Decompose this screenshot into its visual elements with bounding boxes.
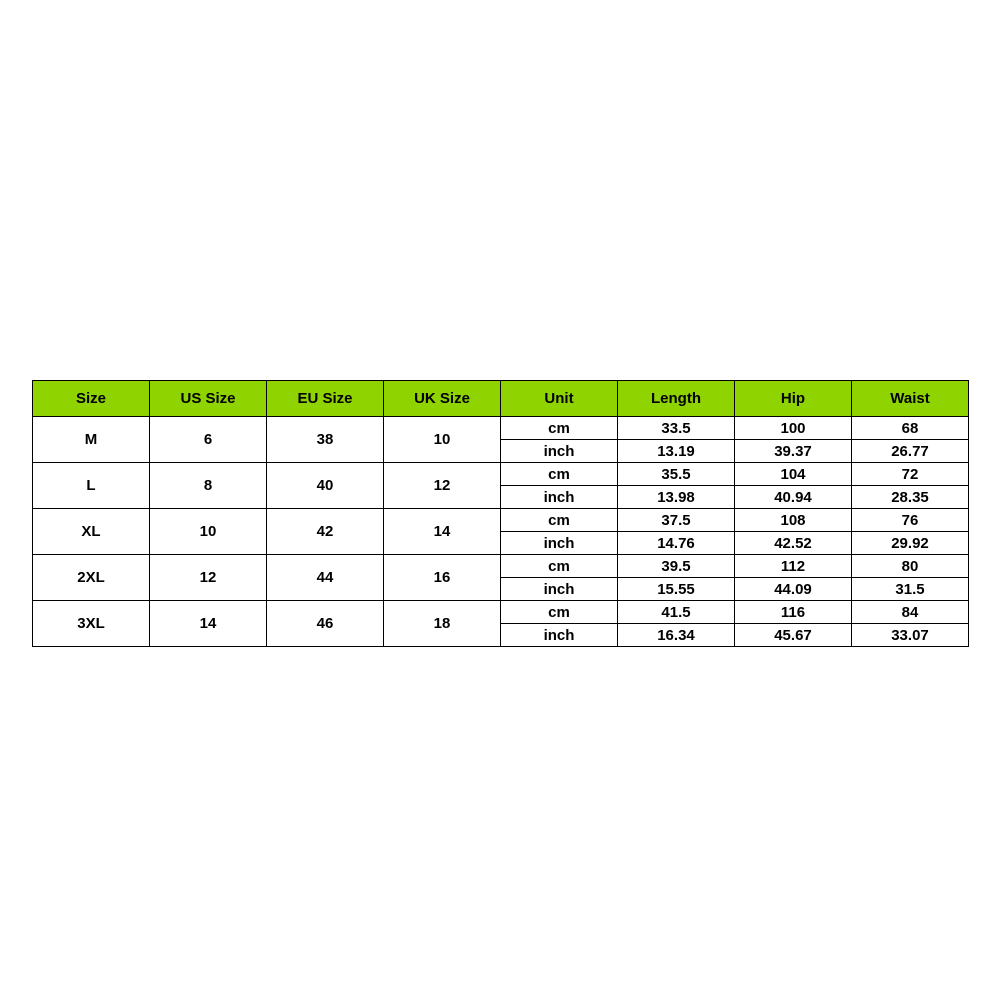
length-cell: 14.76 — [618, 532, 735, 555]
uk-size-cell: 16 — [384, 555, 501, 601]
length-cell: 39.5 — [618, 555, 735, 578]
size-cell: L — [33, 463, 150, 509]
unit-cell: cm — [501, 555, 618, 578]
hip-cell: 45.67 — [735, 624, 852, 647]
size-chart-header — [33, 381, 969, 417]
hip-cell: 108 — [735, 509, 852, 532]
hip-cell: 104 — [735, 463, 852, 486]
size-chart-body — [33, 417, 969, 647]
hip-cell: 39.37 — [735, 440, 852, 463]
size-cell: 3XL — [33, 601, 150, 647]
uk-size-cell: 12 — [384, 463, 501, 509]
waist-cell: 26.77 — [852, 440, 969, 463]
header-row — [33, 381, 969, 417]
size-cell: XL — [33, 509, 150, 555]
header-us-size: US Size — [150, 381, 267, 417]
table-row — [33, 555, 969, 578]
header-length: Length — [618, 381, 735, 417]
header-uk-size: UK Size — [384, 381, 501, 417]
us-size-cell: 10 — [150, 509, 267, 555]
waist-cell: 28.35 — [852, 486, 969, 509]
waist-cell: 68 — [852, 417, 969, 440]
length-cell: 41.5 — [618, 601, 735, 624]
us-size-cell: 6 — [150, 417, 267, 463]
uk-size-cell: 14 — [384, 509, 501, 555]
length-cell: 13.98 — [618, 486, 735, 509]
unit-cell: inch — [501, 532, 618, 555]
table-row — [33, 601, 969, 624]
length-cell: 16.34 — [618, 624, 735, 647]
waist-cell: 84 — [852, 601, 969, 624]
header-hip: Hip — [735, 381, 852, 417]
us-size-cell: 8 — [150, 463, 267, 509]
eu-size-cell: 46 — [267, 601, 384, 647]
hip-cell: 112 — [735, 555, 852, 578]
table-row — [33, 463, 969, 486]
length-cell: 35.5 — [618, 463, 735, 486]
waist-cell: 76 — [852, 509, 969, 532]
hip-cell: 44.09 — [735, 578, 852, 601]
waist-cell: 72 — [852, 463, 969, 486]
header-waist: Waist — [852, 381, 969, 417]
hip-cell: 40.94 — [735, 486, 852, 509]
waist-cell: 31.5 — [852, 578, 969, 601]
uk-size-cell: 18 — [384, 601, 501, 647]
size-chart-table — [32, 380, 969, 647]
eu-size-cell: 44 — [267, 555, 384, 601]
unit-cell: cm — [501, 463, 618, 486]
length-cell: 13.19 — [618, 440, 735, 463]
length-cell: 33.5 — [618, 417, 735, 440]
length-cell: 37.5 — [618, 509, 735, 532]
header-unit: Unit — [501, 381, 618, 417]
waist-cell: 29.92 — [852, 532, 969, 555]
header-eu-size: EU Size — [267, 381, 384, 417]
size-cell: 2XL — [33, 555, 150, 601]
size-cell: M — [33, 417, 150, 463]
waist-cell: 80 — [852, 555, 969, 578]
us-size-cell: 14 — [150, 601, 267, 647]
table-row — [33, 417, 969, 440]
hip-cell: 116 — [735, 601, 852, 624]
eu-size-cell: 42 — [267, 509, 384, 555]
hip-cell: 100 — [735, 417, 852, 440]
unit-cell: cm — [501, 417, 618, 440]
length-cell: 15.55 — [618, 578, 735, 601]
table-row — [33, 509, 969, 532]
header-size: Size — [33, 381, 150, 417]
unit-cell: cm — [501, 509, 618, 532]
unit-cell: inch — [501, 578, 618, 601]
unit-cell: inch — [501, 440, 618, 463]
hip-cell: 42.52 — [735, 532, 852, 555]
unit-cell: cm — [501, 601, 618, 624]
waist-cell: 33.07 — [852, 624, 969, 647]
eu-size-cell: 38 — [267, 417, 384, 463]
us-size-cell: 12 — [150, 555, 267, 601]
unit-cell: inch — [501, 486, 618, 509]
eu-size-cell: 40 — [267, 463, 384, 509]
uk-size-cell: 10 — [384, 417, 501, 463]
unit-cell: inch — [501, 624, 618, 647]
